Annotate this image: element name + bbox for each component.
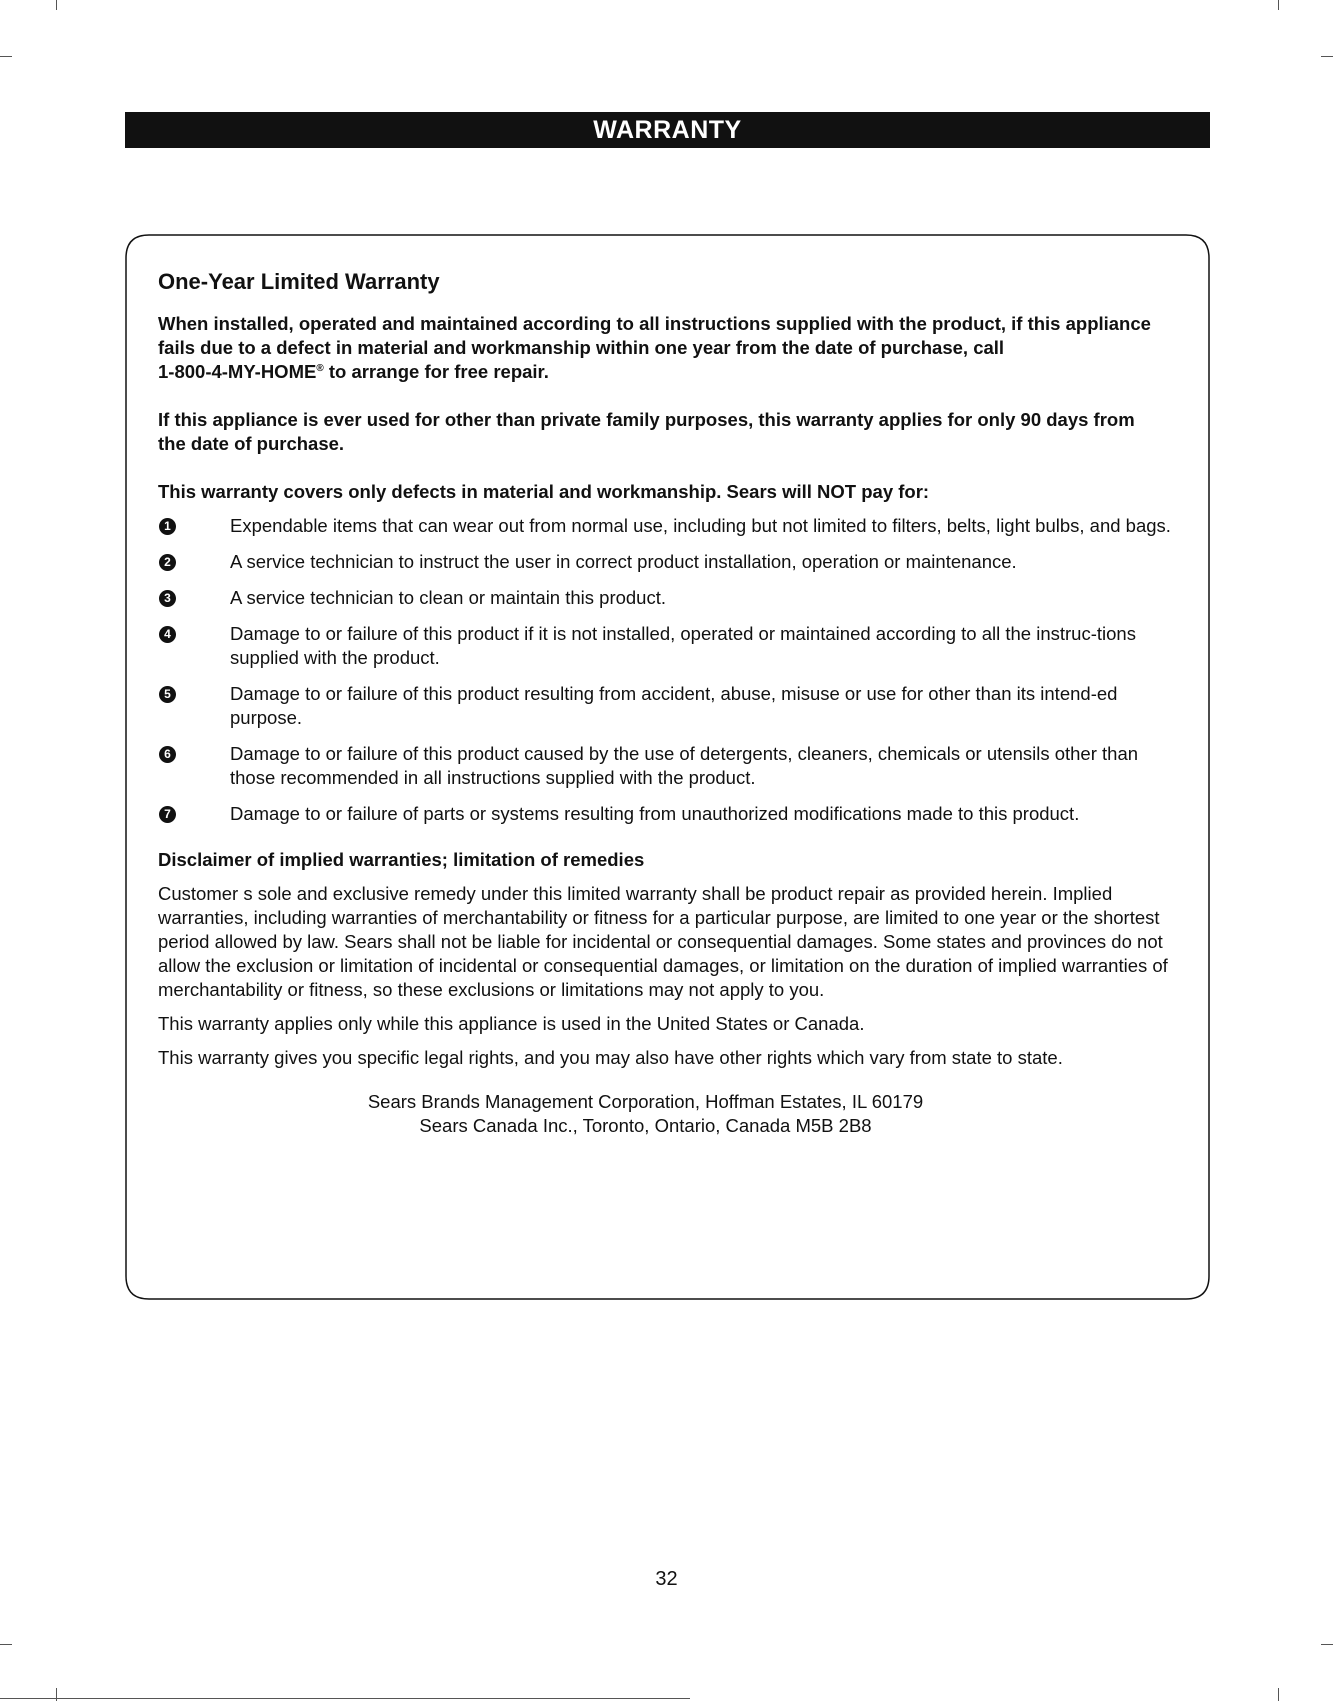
- list-item: [158, 802, 1188, 826]
- territory-text: This warranty applies only while this appliance is used in the United States or Canada.: [158, 1013, 865, 1034]
- list-item: [158, 742, 1188, 790]
- address-us: Sears Brands Management Corporation, Hoffman Estates, IL 60179: [367, 1091, 924, 1112]
- number-badge-icon: 3: [159, 590, 176, 607]
- coverage-text: When installed, operated and maintained according to all instructions supplied with the product, if this appliance fails due to a defect in material and workmanship within one year from the date of purchase, call: [158, 313, 1151, 358]
- page-number: 32: [655, 1568, 678, 1590]
- warranty-content: [158, 268, 1188, 1138]
- number-badge-icon: 4: [159, 626, 176, 643]
- legal-rights-text: This warranty gives you specific legal rights, and you may also have other rights which vary from state to state.: [158, 1047, 1063, 1068]
- crop-mark: [1321, 1644, 1333, 1645]
- crop-mark: [1278, 0, 1279, 10]
- number-badge-icon: 5: [159, 686, 176, 703]
- disclaimer-text: Customer s sole and exclusive remedy under this limited warranty shall be product repair as provided herein. Implied warranties, including warranties of merchantability or fitness for a particular purpose, are limited to one year or the shortest period allowed by law. Sears shall not be liable for incidental or consequential damages. Some states and provinces do not allow the exclusion or limitation of incidental or consequential damages, or limitation on the duration of implied warranties of merchantability or fitness, so these exclusions or limitations may not apply to you.: [158, 883, 1168, 1000]
- exclusion-text: Expendable items that can wear out from normal use, including but not limited to filters, belts, light bulbs, and bags.: [230, 515, 1171, 536]
- list-item: [158, 514, 1188, 538]
- number-badge-icon: 1: [159, 518, 176, 535]
- exclusion-list: [158, 514, 1188, 826]
- exclusion-text: Damage to or failure of this product if it is not installed, operated or maintained according to all the instruc-tions supplied with the product.: [230, 623, 1136, 668]
- commercial-line-2: the date of purchase.: [158, 433, 345, 454]
- exclusion-text: A service technician to clean or maintain this product.: [230, 587, 667, 608]
- crop-mark: [56, 0, 57, 10]
- exclusion-text: Damage to or failure of this product resulting from accident, abuse, misuse or use for other than its intend-ed purpose.: [230, 683, 1118, 728]
- address-block: [158, 1090, 1188, 1138]
- disclaimer-heading: Disclaimer of implied warranties; limitation of remedies: [158, 849, 645, 870]
- list-item: [158, 622, 1188, 670]
- exclusion-text: Damage to or failure of parts or systems resulting from unauthorized modifications made to this product.: [230, 803, 1080, 824]
- exclusions-intro: This warranty covers only defects in material and workmanship. Sears will NOT pay for:: [158, 481, 930, 502]
- number-badge-icon: 2: [159, 554, 176, 571]
- exclusion-text: Damage to or failure of this product caused by the use of detergents, cleaners, chemicals or utensils other than those recommended in all instructions supplied with the product.: [230, 743, 1139, 788]
- crop-mark: [1321, 56, 1333, 57]
- crop-mark: [1278, 1688, 1279, 1701]
- address-canada: Sears Canada Inc., Toronto, Ontario, Canada M5B 2B8: [419, 1115, 872, 1136]
- registered-mark: ®: [316, 362, 324, 374]
- list-item: [158, 682, 1188, 730]
- phone-suffix: to arrange for free repair.: [323, 361, 549, 382]
- coverage-paragraph: [158, 312, 1188, 384]
- exclusion-text: A service technician to instruct the user in correct product installation, operation or maintenance.: [230, 551, 1017, 572]
- crop-mark: [56, 1688, 57, 1701]
- section-title: WARRANTY: [593, 116, 742, 144]
- section-header-bar: [125, 112, 1210, 148]
- warranty-title: One-Year Limited Warranty: [158, 269, 440, 294]
- crop-mark: [0, 1644, 12, 1645]
- commercial-use-paragraph: [158, 408, 1188, 456]
- bottom-rule: [0, 1698, 690, 1699]
- list-item: [158, 586, 1188, 610]
- list-item: [158, 550, 1188, 574]
- number-badge-icon: 7: [159, 806, 176, 823]
- crop-mark: [0, 56, 12, 57]
- number-badge-icon: 6: [159, 746, 176, 763]
- commercial-line-1: If this appliance is ever used for other than private family purposes, this warranty applies for only 90 days from: [158, 409, 1135, 430]
- phone-number: 1-800-4-MY-HOME: [158, 361, 317, 382]
